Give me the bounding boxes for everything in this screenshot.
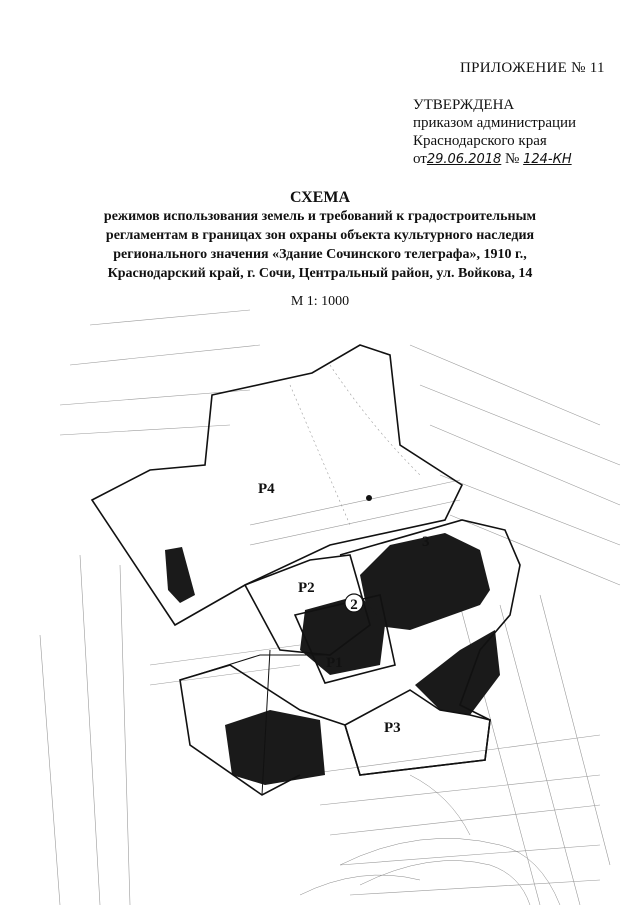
approved-line2: Краснодарского края: [413, 133, 547, 149]
title-line3: регионального значения «Здание Сочинского телеграфа», 1910 г.,: [113, 247, 527, 262]
zone-label-p2: Р2: [298, 580, 315, 596]
approved-date-line: [413, 150, 576, 169]
building-southwest: [225, 710, 325, 785]
survey-point: [366, 495, 372, 501]
title-line4: Краснодарский край, г. Сочи, Центральный район, ул. Войкова, 14: [107, 266, 533, 281]
title-line1: режимов использования земель и требований к градостроительным: [103, 209, 537, 224]
document-title: [0, 188, 640, 283]
marker-2-label: 2: [350, 597, 358, 613]
title-line2: регламентам в границах зон охраны объекта культурного наследия: [105, 228, 535, 243]
approved-line1: приказом администрации: [413, 115, 577, 131]
terrain-hatching: [300, 775, 560, 905]
map-scale: М 1: 1000: [290, 294, 350, 309]
title-main: СХЕМА: [289, 189, 351, 206]
number-value: 124-КН: [523, 152, 572, 167]
building-small: [165, 547, 195, 603]
zone-label-p1: Р1: [326, 655, 343, 671]
appendix-label: ПРИЛОЖЕНИЕ № 11: [460, 60, 605, 76]
marker-2: [345, 594, 363, 613]
approved-title: УТВЕРЖДЕНА: [413, 97, 515, 113]
date-value: 29.06.2018: [426, 152, 502, 167]
marker-3-label: 3: [422, 534, 430, 550]
zone-label-p4: Р4: [258, 481, 275, 497]
number-prefix: №: [505, 151, 520, 167]
site-map: [0, 305, 640, 905]
date-prefix: от: [413, 151, 427, 167]
approval-block: [413, 96, 576, 169]
zone-label-p3: Р3: [384, 720, 401, 736]
